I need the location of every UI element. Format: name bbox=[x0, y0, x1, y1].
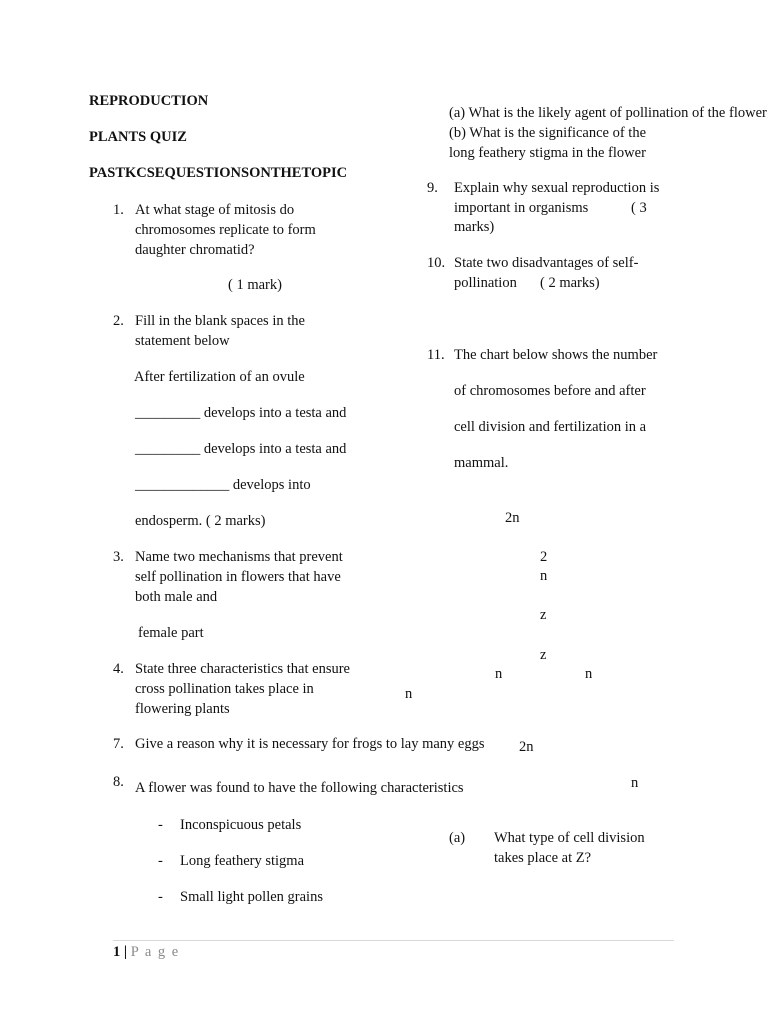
q8-bullet-2: - bbox=[158, 853, 163, 869]
q11-line4: mammal. bbox=[454, 455, 509, 471]
footer-page-number: 1 bbox=[113, 944, 121, 960]
q10-line2b: ( 2 marks) bbox=[540, 275, 600, 291]
q8-item-1: Inconspicuous petals bbox=[180, 817, 302, 833]
q11a-label: (a) bbox=[449, 830, 466, 846]
q8-item-3: Small light pollen grains bbox=[180, 889, 323, 905]
diagram-z1: z bbox=[540, 607, 547, 623]
q8b-line2: long feathery stigma in the flower bbox=[449, 145, 646, 161]
q8-item-2: Long feathery stigma bbox=[180, 853, 305, 869]
q4-number: 4. bbox=[113, 661, 124, 677]
q3-number: 3. bbox=[113, 549, 124, 565]
q9-number: 9. bbox=[427, 180, 438, 196]
q2-end: endosperm. ( 2 marks) bbox=[135, 513, 266, 529]
footer-divider bbox=[113, 940, 674, 941]
q1-line1: At what stage of mitosis do bbox=[135, 202, 295, 218]
title-plants-quiz: PLANTS QUIZ bbox=[89, 129, 187, 145]
q2-number: 2. bbox=[113, 313, 124, 329]
title-past-questions: PASTKCSEQUESTIONSONTHETOPIC bbox=[89, 165, 348, 181]
footer-page-word: P a g e bbox=[130, 944, 180, 960]
q3-line1: Name two mechanisms that prevent bbox=[135, 549, 343, 565]
q2-blank3: _____________ develops into bbox=[135, 477, 311, 493]
q4-line1: State three characteristics that ensure bbox=[135, 661, 350, 677]
q3-line4: female part bbox=[138, 625, 204, 641]
q11a-line1: What type of cell division bbox=[494, 830, 645, 846]
q11a-line2: takes place at Z? bbox=[494, 850, 592, 866]
q1-text bbox=[135, 200, 316, 260]
q9-line1: Explain why sexual reproduction is bbox=[454, 180, 660, 196]
q4-line2: cross pollination takes place in bbox=[135, 681, 314, 697]
diagram-right-n: n bbox=[585, 666, 593, 682]
q11-number: 11. bbox=[427, 347, 445, 363]
q1-line3: daughter chromatid? bbox=[135, 242, 255, 258]
title-reproduction: REPRODUCTION bbox=[89, 93, 209, 109]
q10-line2a: pollination bbox=[454, 275, 517, 291]
q10-line1: State two disadvantages of self- bbox=[454, 255, 639, 271]
footer-separator: | bbox=[123, 944, 128, 960]
diagram-bottom-right-n: n bbox=[631, 775, 639, 791]
diagram-top-2n: 2n bbox=[505, 510, 520, 526]
q8-number: 8. bbox=[113, 774, 124, 790]
q9-line2b: ( 3 bbox=[631, 200, 647, 216]
q8-bullet-3: - bbox=[158, 889, 163, 905]
q3-line2: self pollination in flowers that have bbox=[135, 569, 341, 585]
q2-line1: Fill in the blank spaces in the bbox=[135, 313, 305, 329]
q10-number: 10. bbox=[427, 255, 446, 271]
diagram-far-left-n: n bbox=[405, 686, 413, 702]
diagram-left-n: n bbox=[495, 666, 503, 682]
q1-mark: ( 1 mark) bbox=[228, 277, 282, 293]
q9-line2a: important in organisms bbox=[454, 200, 589, 216]
q8a-text: (a) What is the likely agent of pollination of the flower bbox=[449, 105, 767, 121]
q4-text bbox=[135, 659, 350, 719]
q11-line2: of chromosomes before and after bbox=[454, 383, 646, 399]
q2-blank2: _________ develops into a testa and bbox=[135, 441, 347, 457]
q7-text: Give a reason why it is necessary for frogs to lay many eggs bbox=[135, 736, 485, 752]
q8-text: A flower was found to have the following characteristics bbox=[135, 780, 464, 796]
diagram-bottom-2n: 2n bbox=[519, 739, 534, 755]
q7-number: 7. bbox=[113, 736, 124, 752]
q1-line2: chromosomes replicate to form bbox=[135, 222, 316, 238]
q8b-line1: (b) What is the significance of the bbox=[449, 125, 647, 141]
q1-number: 1. bbox=[113, 202, 124, 218]
q3-text bbox=[135, 547, 343, 607]
diagram-z2: z bbox=[540, 647, 547, 663]
q2-blank1: _________ develops into a testa and bbox=[135, 405, 347, 421]
q3-line3: both male and bbox=[135, 589, 218, 605]
q11-line1: The chart below shows the number bbox=[454, 347, 658, 363]
q9-line3: marks) bbox=[454, 219, 495, 235]
q2-intro: After fertilization of an ovule bbox=[134, 369, 305, 385]
diagram-mid-2: 2 bbox=[540, 549, 548, 565]
q11-line3: cell division and fertilization in a bbox=[454, 419, 647, 435]
q8-bullet-1: - bbox=[158, 817, 163, 833]
q2-line2: statement below bbox=[135, 333, 230, 349]
footer bbox=[113, 942, 180, 962]
q2-text bbox=[135, 311, 305, 351]
diagram-mid-n: n bbox=[540, 568, 548, 584]
q4-line3: flowering plants bbox=[135, 701, 230, 717]
